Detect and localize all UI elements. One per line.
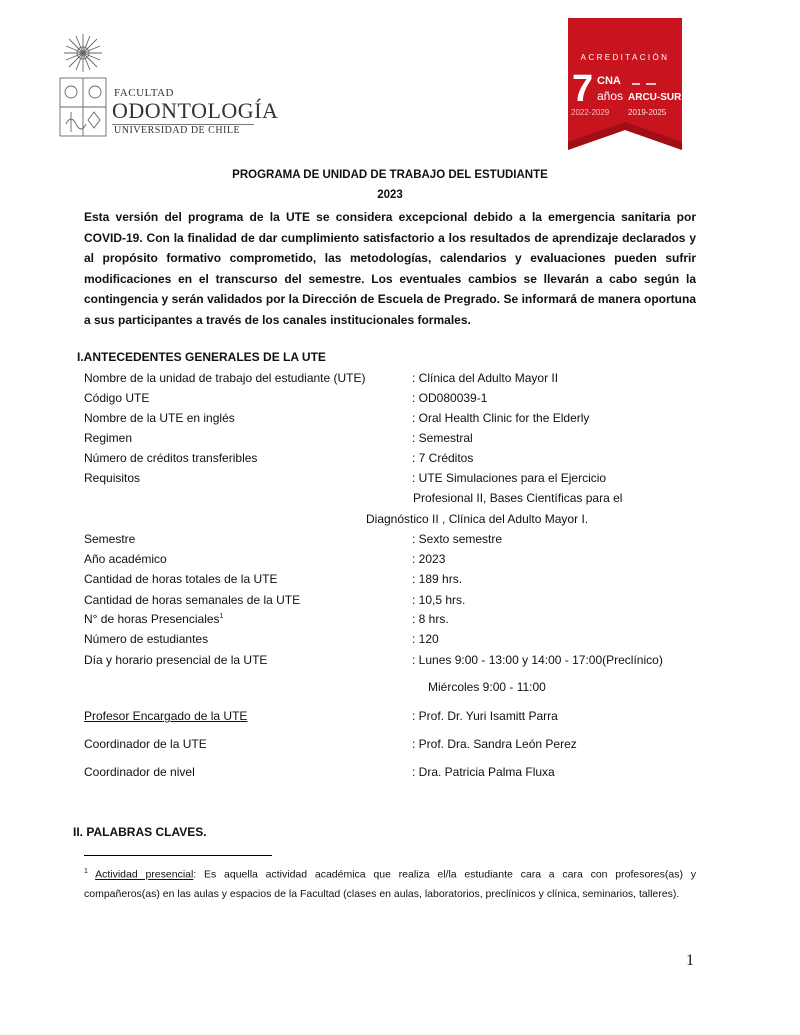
field-label: Cantidad de horas totales de la UTE [84,572,278,586]
field-value: : 7 Créditos [412,451,474,465]
badge-arcu-label: ARCU-SUR [628,92,682,103]
field-value: : 120 [412,632,439,646]
field-value: : 8 hrs. [412,612,449,626]
field-value: : Prof. Dra. Sandra León Perez [412,737,577,751]
field-label: Año académico [84,552,167,566]
field-label: Regimen [84,431,133,445]
field-value: : Oral Health Clinic for the Elderly [412,411,590,425]
document-year: 2023 [377,189,403,201]
university-emblem-icon [56,32,110,140]
logo-faculty-label: FACULTAD [114,87,174,99]
field-value: : 10,5 hrs. [412,593,466,607]
field-label: Código UTE [84,391,150,405]
footnote [84,862,696,904]
field-value-continued: Miércoles 9:00 - 11:00 [428,680,546,694]
field-value: : Clínica del Adulto Mayor II [412,371,559,385]
field-value: : Dra. Patricia Palma Fluxa [412,765,555,779]
logo-odontologia-label: ODONTOLOGÍA [112,98,279,123]
field-value-continued: Profesional II, Bases Científicas para el [413,491,623,505]
section-1-title: I.ANTECEDENTES GENERALES DE LA UTE [77,350,326,364]
field-label: Día y horario presencial de la UTE [84,653,268,667]
field-label: Profesor Encargado de la UTE [84,709,248,723]
badge-agency-label: CNA [597,75,621,87]
field-label: Coordinador de nivel [84,765,195,779]
field-label: Semestre [84,532,136,546]
field-value: : Semestral [412,431,473,445]
field-label: Requisitos [84,471,141,485]
badge-accreditation-label: ACREDITACIÓN [580,53,670,62]
footnote-term: Actividad presencial [95,868,194,881]
field-value: : Lunes 9:00 - 13:00 y 14:00 - 17:00(Preclínico) [412,653,663,667]
footnote-divider [84,855,272,856]
field-value: : Sexto semestre [412,532,503,546]
badge-years-number: 7 [572,68,594,110]
badge-years-word: años [597,89,624,103]
field-label: Número de créditos transferibles [84,451,258,465]
field-value: : UTE Simulaciones para el Ejercicio [412,471,607,485]
document-title: PROGRAMA DE UNIDAD DE TRABAJO DEL ESTUDIANTE [232,169,548,181]
logo-university-label: UNIVERSIDAD DE CHILE [114,125,241,136]
faculty-logo [56,32,279,144]
badge-cna-period: 2022-2029 [571,108,610,117]
footnote-mark: 1 [84,868,88,875]
field-label: Nombre de la UTE en inglés [84,411,235,425]
field-label: Número de estudiantes [84,632,209,646]
page-number: 1 [686,952,694,969]
field-label: Coordinador de la UTE [84,737,207,751]
field-label: Cantidad de horas semanales de la UTE [84,593,301,607]
section-2-title: II. PALABRAS CLAVES. [73,825,207,839]
field-label: Nombre de la unidad de trabajo del estudiante (UTE) [84,371,366,385]
footnote-text: : Es aquella actividad académica que realiza el/la estudiante cara a cara con profesores(as) y compañeros(as) en las aulas y espacios de la Facultad (clases en aulas, laboratorios, preclínicos y clínica, seminarios, talleres). [84,868,696,900]
field-value: : 189 hrs. [412,572,463,586]
intro-paragraph: Esta versión del programa de la UTE se considera excepcional debido a la emergencia sanitaria por COVID-19. Con la finalidad de dar cumplimiento satisfactorio a los resultados de aprendizaje declarados y al propósito formativo comprometido, las metodologías, calendarios y evaluaciones pueden sufrir modificaciones en el transcurso del semestre. Los eventuales cambios se llevarán a cabo según la contingencia y serán validados por la Dirección de Escuela de Pregrado. Se informará de manera oportuna a sus participantes a través de los canales institucionales formales. [84,210,696,327]
field-label: N° de horas Presenciales [84,612,220,626]
field-value-continued: Diagnóstico II , Clínica del Adulto Mayor I. [366,512,589,526]
field-value: : OD080039-1 [412,391,488,405]
field-value: : Prof. Dr. Yuri Isamitt Parra [412,709,558,723]
footnote-reference: 1 [219,613,224,620]
accreditation-badge [568,18,682,150]
field-label-with-footnote [84,612,223,626]
badge-arcu-period: 2019-2025 [628,108,667,117]
field-value: : 2023 [412,552,446,566]
